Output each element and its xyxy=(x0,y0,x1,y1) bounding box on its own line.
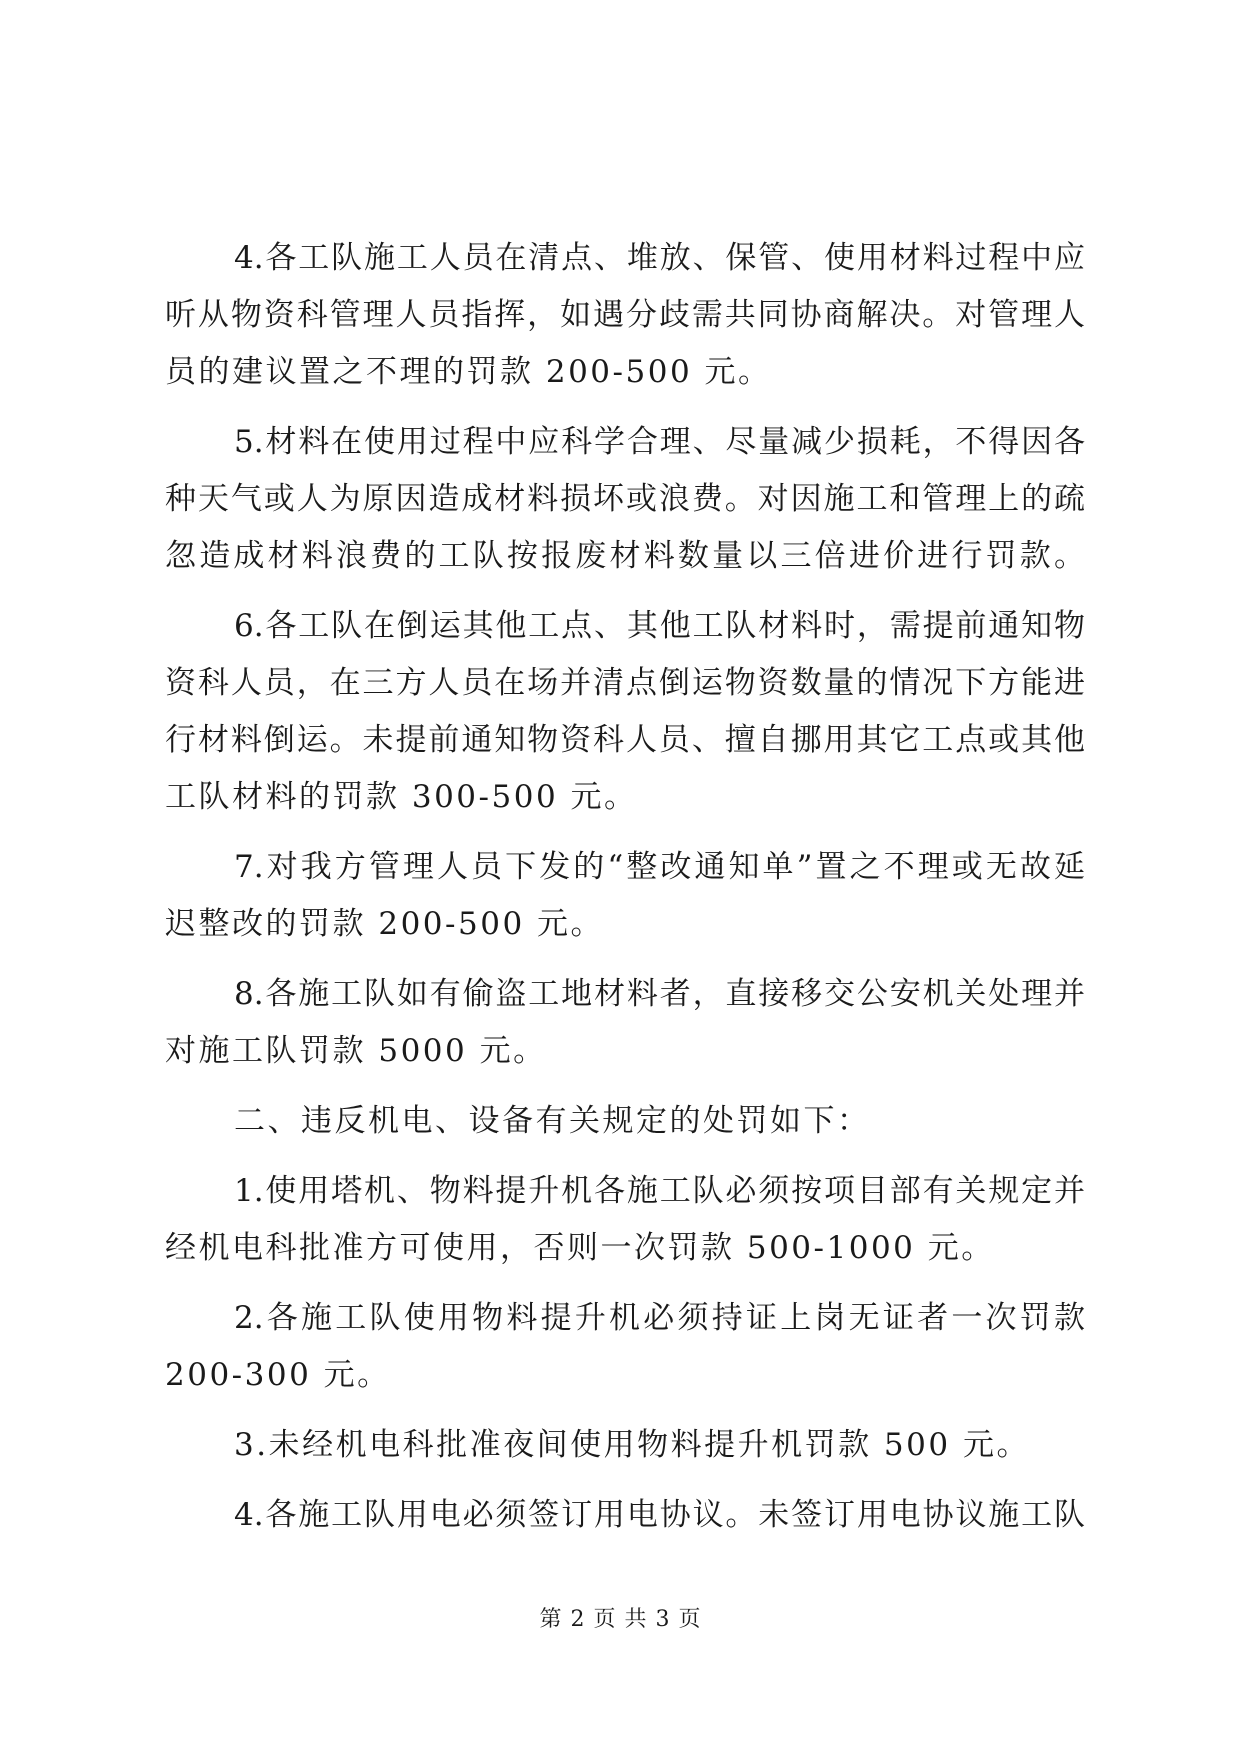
paragraph-line: 行材料倒运。未提前通知物资科人员、擅自挪用其它工点或其他 xyxy=(165,722,1085,758)
paragraph-line: 忽造成材料浪费的工队按报废材料数量以三倍进价进行罚款。 xyxy=(165,538,1085,574)
paragraph-line: 对施工队罚款 5000 元。 xyxy=(165,1033,547,1069)
paragraph-line: 6.各工队在倒运其他工点、其他工队材料时，需提前通知物 xyxy=(234,608,1085,644)
paragraph-line: 7.对我方管理人员下发的“整改通知单”置之不理或无故延 xyxy=(234,849,1085,885)
paragraph-line: 2.各施工队使用物料提升机必须持证上岗无证者一次罚款 xyxy=(234,1300,1085,1336)
paragraph-line: 1.使用塔机、物料提升机各施工队必须按项目部有关规定并 xyxy=(234,1173,1085,1209)
paragraph-line: 4.各工队施工人员在清点、堆放、保管、使用材料过程中应 xyxy=(234,240,1085,276)
paragraph-line: 听从物资科管理人员指挥，如遇分歧需共同协商解决。对管理人 xyxy=(165,297,1085,333)
section-heading: 二、违反机电、设备有关规定的处罚如下： xyxy=(234,1103,871,1139)
paragraph-line: 工队材料的罚款 300-500 元。 xyxy=(165,779,638,815)
paragraph-line: 3.未经机电科批准夜间使用物料提升机罚款 500 元。 xyxy=(234,1427,1030,1463)
paragraph-line: 5.材料在使用过程中应科学合理、尽量减少损耗，不得因各 xyxy=(234,424,1085,460)
paragraph-line: 4.各施工队用电必须签订用电协议。未签订用电协议施工队 xyxy=(234,1497,1085,1533)
paragraph-line: 8.各施工队如有偷盗工地材料者，直接移交公安机关处理并 xyxy=(234,976,1085,1012)
paragraph-line: 200-300 元。 xyxy=(165,1357,391,1393)
paragraph-line: 种天气或人为原因造成材料损坏或浪费。对因施工和管理上的疏 xyxy=(165,481,1085,517)
paragraph-line: 迟整改的罚款 200-500 元。 xyxy=(165,906,605,942)
page-number-footer: 第 2 页 共 3 页 xyxy=(539,1607,702,1632)
paragraph-line: 经机电科批准方可使用，否则一次罚款 500-1000 元。 xyxy=(165,1230,995,1266)
paragraph-line: 资科人员，在三方人员在场并清点倒运物资数量的情况下方能进 xyxy=(165,665,1085,701)
paragraph-line: 员的建议置之不理的罚款 200-500 元。 xyxy=(165,354,772,390)
